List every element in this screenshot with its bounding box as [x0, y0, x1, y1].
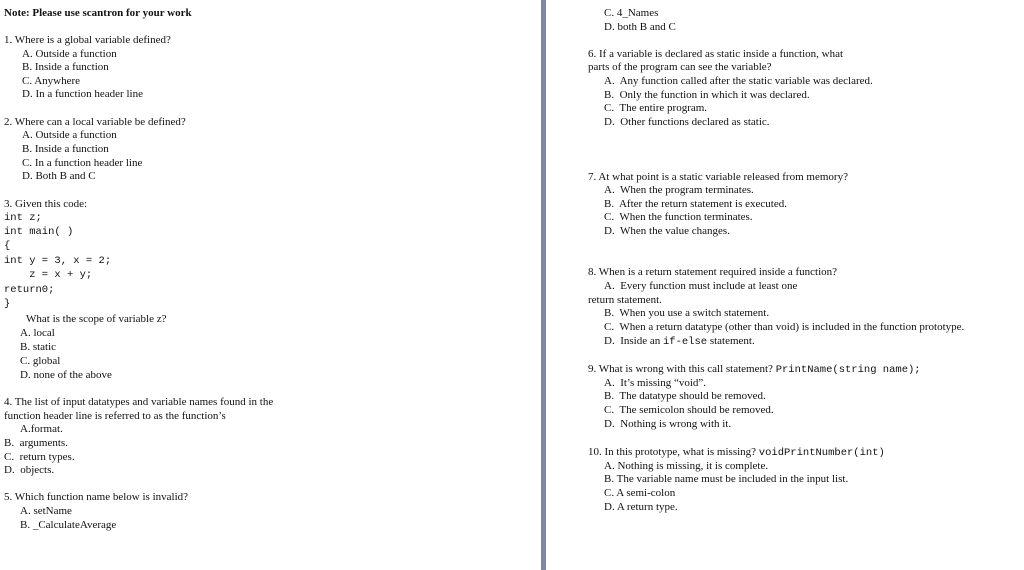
question-10 — [588, 446, 885, 460]
code-line-1: int z; — [4, 212, 42, 224]
q1-option-c: C. Anywhere — [22, 75, 81, 87]
q10-prefix: 10. In this prototype, what is missing? — [588, 446, 759, 458]
question-7: 7. At what point is a static variable released from memory? — [588, 171, 848, 183]
q7-option-b: B. After the return statement is executed. — [604, 198, 787, 210]
q5-option-b: B. _CalculateAverage — [20, 519, 117, 531]
q10-option-a: A. Nothing is missing, it is complete. — [604, 460, 769, 472]
code-line-6: return0; — [4, 284, 55, 296]
q10-option-b: B. The variable name must be included in the input list. — [604, 473, 849, 485]
code-line-4: int y = 3, x = 2; — [4, 255, 112, 267]
q10-code: voidPrintNumber(int) — [758, 447, 885, 459]
q2-option-c: C. In a function header line — [22, 157, 143, 169]
q10-option-d: D. A return type. — [604, 501, 678, 513]
q5-option-a: A. setName — [20, 505, 72, 517]
q6-option-d: D. Other functions declared as static. — [604, 116, 770, 128]
question-6-line-1: 6. If a variable is declared as static inside a function, what — [588, 48, 844, 60]
q8-option-d-code: if-else — [662, 336, 708, 348]
q9-option-c: C. The semicolon should be removed. — [604, 404, 774, 416]
question-9 — [588, 363, 921, 377]
question-6-line-2: parts of the program can see the variable? — [588, 61, 772, 73]
q9-option-d: D. Nothing is wrong with it. — [604, 418, 732, 430]
question-4-line-2: function header line is referred to as the function’s — [4, 410, 226, 422]
q9-prefix: 9. What is wrong with this call statement? — [588, 363, 776, 375]
q3-option-a: A. local — [20, 327, 55, 339]
column-divider — [541, 0, 546, 570]
q8-option-b: B. When you use a switch statement. — [604, 307, 770, 319]
q8-option-d-suffix: statement. — [707, 335, 755, 347]
q5-option-c: C. 4_Names — [604, 7, 659, 19]
q1-option-b: B. Inside a function — [22, 61, 109, 73]
q2-option-a: A. Outside a function — [22, 129, 117, 141]
q3-option-b: B. static — [20, 341, 57, 353]
q1-option-d: D. In a function header line — [22, 88, 143, 100]
q7-option-d: D. When the value changes. — [604, 225, 730, 237]
question-4-line-1: 4. The list of input datatypes and variable names found in the — [4, 396, 274, 408]
q10-option-c: C. A semi-colon — [604, 487, 676, 499]
question-1: 1. Where is a global variable defined? — [4, 34, 171, 46]
code-line-5: z = x + y; — [4, 269, 93, 281]
q7-option-c: C. When the function terminates. — [604, 211, 753, 223]
code-line-2: int main( ) — [4, 226, 74, 238]
q8-option-a-line-2: return statement. — [588, 294, 662, 306]
question-5: 5. Which function name below is invalid? — [4, 491, 189, 503]
q6-option-a: A. Any function called after the static variable was declared. — [604, 75, 873, 87]
q8-option-d — [604, 335, 755, 349]
q3-prompt: What is the scope of variable z? — [26, 313, 167, 325]
code-line-7: } — [4, 298, 11, 310]
q3-option-c: C. global — [20, 355, 61, 367]
q4-option-b: B. arguments. — [4, 437, 68, 449]
q3-option-d: D. none of the above — [20, 369, 112, 381]
question-2: 2. Where can a local variable be defined? — [4, 116, 186, 128]
q4-option-d: D. objects. — [4, 464, 55, 476]
q9-option-a: A. It’s missing “void”. — [604, 377, 707, 389]
q8-option-a-line-1: A. Every function must include at least one — [604, 280, 798, 292]
q5-option-d: D. both B and C — [604, 21, 676, 33]
q9-code: PrintName(string name); — [775, 364, 921, 376]
q7-option-a: A. When the program terminates. — [604, 184, 754, 196]
q8-option-d-prefix: D. Inside an — [604, 335, 663, 347]
code-line-3: { — [4, 240, 11, 252]
q4-option-a: A.format. — [20, 423, 63, 435]
q6-option-b: B. Only the function in which it was declared. — [604, 89, 810, 101]
q9-option-b: B. The datatype should be removed. — [604, 390, 766, 402]
q1-option-a: A. Outside a function — [22, 48, 117, 60]
q6-option-c: C. The entire program. — [604, 102, 708, 114]
question-8: 8. When is a return statement required inside a function? — [588, 266, 838, 278]
q4-option-c: C. return types. — [4, 451, 75, 463]
q2-option-d: D. Both B and C — [22, 170, 96, 182]
question-3: 3. Given this code: — [4, 198, 88, 210]
q8-option-c: C. When a return datatype (other than void) is included in the function prototype. — [604, 321, 965, 333]
q2-option-b: B. Inside a function — [22, 143, 109, 155]
note: Note: Please use scantron for your work — [4, 7, 192, 19]
